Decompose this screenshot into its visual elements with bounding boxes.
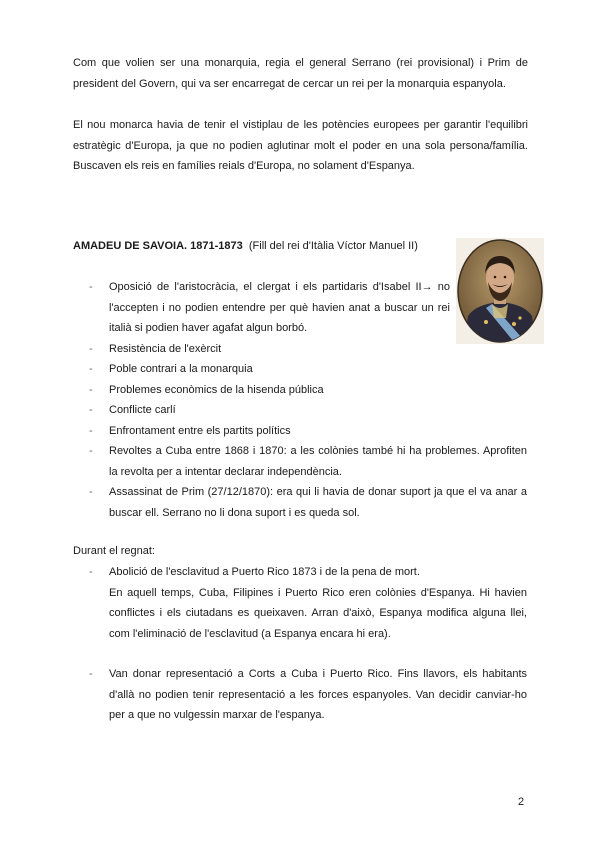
list-item [0,277,600,339]
list-item-text: Assassinat de Prim (27/12/1870): era qui li havia de donar suport ja que el va anar a buscar ell. Serrano no li dona suport i es queda sol. [109,486,527,519]
list-item [0,664,600,726]
bullet-dash: - [89,383,93,396]
bullet-dash: - [89,445,93,457]
list-item-text: Poble contrari a la monarquia [109,363,253,375]
section-heading [73,236,418,256]
list-item [0,441,600,482]
list-item [0,380,600,401]
list-item-text: Abolició de l'esclavitud a Puerto Rico 1873 i de la pena de mort. [109,566,420,578]
bullet-dash: - [89,281,93,293]
list-item [0,359,600,380]
section-subtitle: (Fill del rei d'Itàlia Víctor Manuel II) [248,240,418,252]
page-number: 2 [518,796,525,808]
reign-heading: Durant el regnat: [73,545,155,557]
list-item [0,339,600,360]
bullet-dash: - [89,363,93,375]
bullet-dash: - [89,404,93,416]
list-item [0,421,600,442]
list-item-text: Van donar representació a Corts a Cuba i Puerto Rico. Fins llavors, els habitants d'allà no podien tenir representació a les forces espanyoles. Van decidir canviar-ho per a que no vulgessin marxar de l'espanya. [109,668,527,721]
bullet-dash: - [89,342,93,355]
list-item-detail: En aquell temps, Cuba, Filipines i Puerto Rico eren colònies d'Espanya. Hi havien conflictes i els ciutadans es queixaven. Arran d'això, Espanya modifica alguna llei, com l'eliminació de l'esclavitud (a Espanya encara hi era). [109,586,527,640]
list-item-text: Problemes econòmics de la hisenda pública [109,383,324,396]
bullet-dash: - [89,668,93,680]
reign-list [0,562,600,726]
bullet-dash: - [89,566,93,578]
causes-list [0,277,600,523]
list-item-text: Resistència de l'exèrcit [109,342,222,355]
list-item [0,400,600,421]
bullet-dash: - [89,486,93,498]
list-item-text: Enfrontament entre els partits polítics [109,424,291,437]
intro-paragraph-2: El nou monarca havia de tenir el vistiplau de les potències europees per garantir l'equilibri estratègic d'Europa, ja que no podien aglutinar molt el poder en una sola persona/família. Buscaven els reis en famílies reials d'Europa, no solament d'Espanya. [73,119,528,172]
list-item-text: Conflicte carlí [109,404,176,416]
list-item-text: Revoltes a Cuba entre 1868 i 1870: a les colònies també hi ha problemes. Aprofiten la revolta per a intentar declarar independència. [109,445,527,478]
list-item-text: Oposició de l'aristocràcia, el clergat i els partidaris d'Isabel II→ no l'accepten i no podien entendre per què havien anat a buscar un rei italià si podien haver agafat algun borbó. [109,281,450,334]
list-spacer [0,644,600,664]
bullet-dash: - [89,424,93,437]
intro-paragraph-1: Com que volien ser una monarquia, regia el general Serrano (rei provisional) i Prim de president del Govern, qui va ser encarregat de cercar un rei per la monarquia espanyola. [73,57,528,90]
list-item [0,562,600,644]
list-item [0,482,600,523]
section-title: AMADEU DE SAVOIA. 1871-1873 [73,240,243,252]
